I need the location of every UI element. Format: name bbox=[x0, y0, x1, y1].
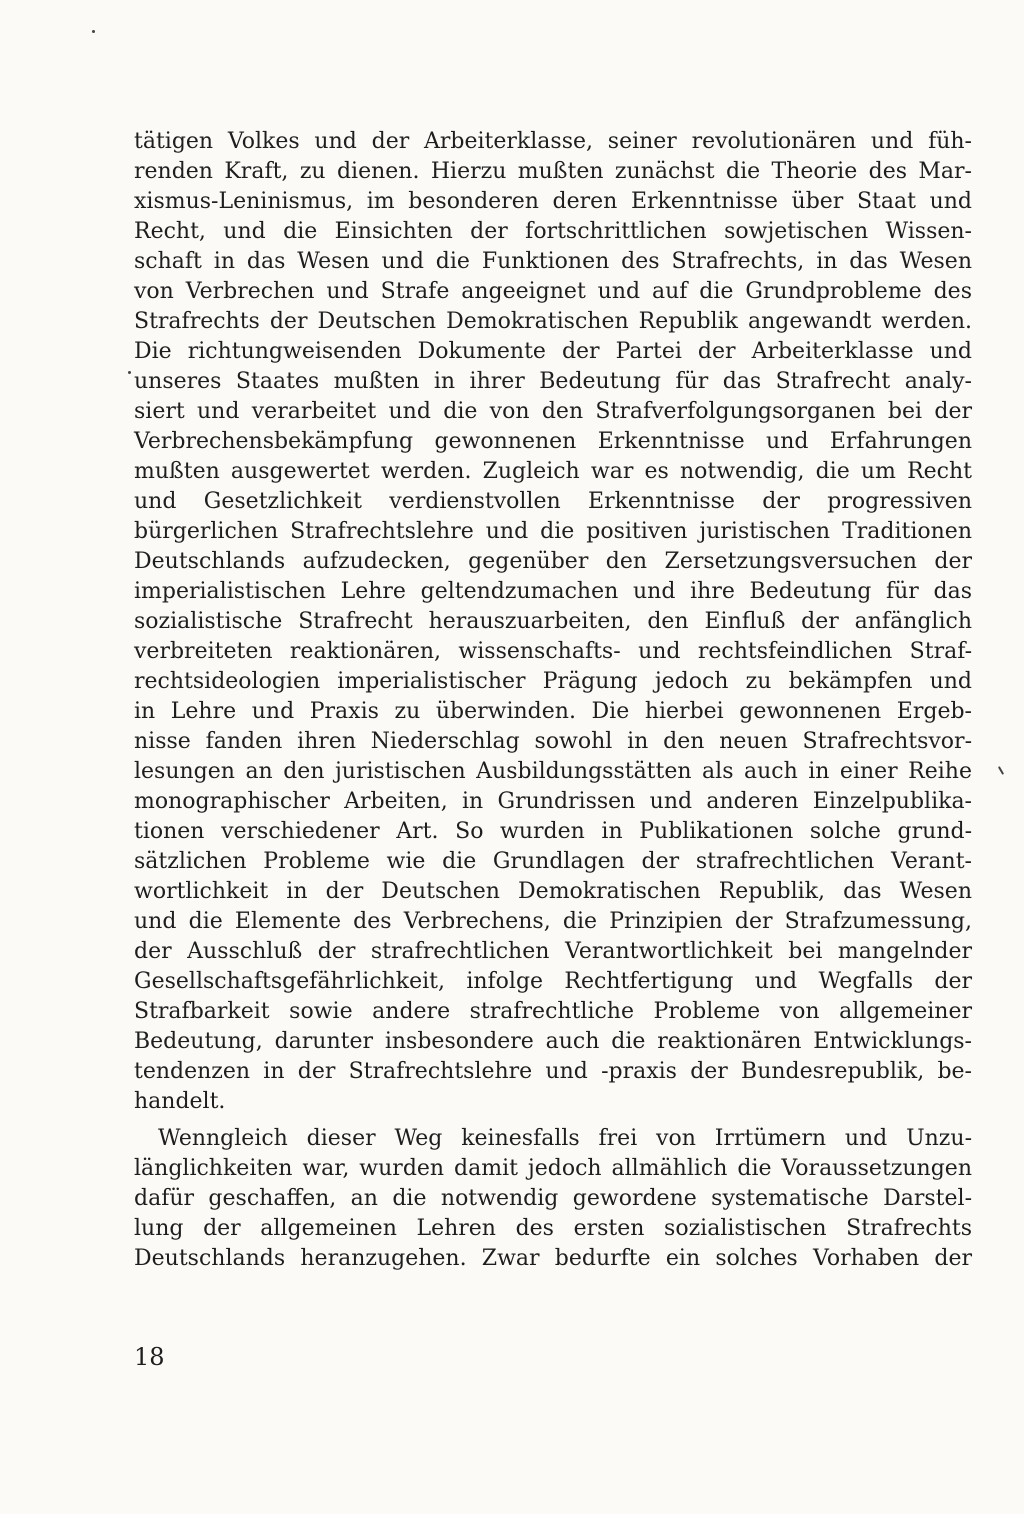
text-line: rechtsideologien imperialistischer Prägung jedoch zu bekämpfen und bbox=[134, 669, 972, 694]
text-line: lung der allgemeinen Lehren des ersten sozialistischen Strafrechts bbox=[134, 1216, 972, 1241]
paragraph-2 bbox=[134, 1124, 972, 1274]
page-number: 18 bbox=[134, 1343, 165, 1371]
text-line: der Ausschluß der strafrechtlichen Verantwortlichkeit bei mangelnder bbox=[134, 939, 972, 964]
text-line: sätzlichen Probleme wie die Grundlagen der strafrechtlichen Verant- bbox=[134, 849, 972, 874]
print-speck bbox=[128, 371, 131, 374]
text-line: handelt. bbox=[134, 1089, 226, 1114]
text-line: Strafbarkeit sowie andere strafrechtliche Probleme von allgemeiner bbox=[134, 999, 972, 1024]
text-line: Gesellschaftsgefährlichkeit, infolge Rechtfertigung und Wegfalls der bbox=[134, 969, 972, 994]
text-line: Deutschlands heranzugehen. Zwar bedurfte ein solches Vorhaben der bbox=[134, 1246, 972, 1271]
print-speck bbox=[92, 30, 95, 33]
text-line: Deutschlands aufzudecken, gegenüber den Zersetzungsversuchen der bbox=[134, 549, 972, 574]
text-line: in Lehre und Praxis zu überwinden. Die hierbei gewonnenen Ergeb- bbox=[134, 699, 972, 724]
text-line: Die richtungweisenden Dokumente der Partei der Arbeiterklasse und bbox=[134, 339, 972, 364]
print-speck bbox=[998, 766, 1004, 775]
text-line: lesungen an den juristischen Ausbildungsstätten als auch in einer Reihe bbox=[134, 759, 972, 784]
text-line: Bedeutung, darunter insbesondere auch die reaktionären Entwicklungs- bbox=[134, 1029, 972, 1054]
text-line: tätigen Volkes und der Arbeiterklasse, seiner revolutionären und füh- bbox=[134, 129, 972, 154]
text-line: bürgerlichen Strafrechtslehre und die positiven juristischen Traditionen bbox=[134, 519, 972, 544]
text-line: länglichkeiten war, wurden damit jedoch allmählich die Voraussetzungen bbox=[134, 1156, 972, 1181]
text-line: dafür geschaffen, an die notwendig gewordene systematische Darstel- bbox=[134, 1186, 972, 1211]
text-line: renden Kraft, zu dienen. Hierzu mußten zunächst die Theorie des Mar- bbox=[134, 159, 972, 184]
text-line: und Gesetzlichkeit verdienstvollen Erkenntnisse der progressiven bbox=[134, 489, 972, 514]
text-line: sozialistische Strafrecht herauszuarbeiten, den Einfluß der anfänglich bbox=[134, 609, 972, 634]
text-line: wortlichkeit in der Deutschen Demokratischen Republik, das Wesen bbox=[134, 879, 972, 904]
text-line: Verbrechensbekämpfung gewonnenen Erkenntnisse und Erfahrungen bbox=[134, 429, 972, 454]
text-line: xismus-Leninismus, im besonderen deren Erkenntnisse über Staat und bbox=[134, 189, 972, 214]
paragraph-gap bbox=[134, 1117, 972, 1124]
text-line: tionen verschiedener Art. So wurden in Publikationen solche grund- bbox=[134, 819, 972, 844]
text-line: mußten ausgewertet werden. Zugleich war es notwendig, die um Recht bbox=[134, 459, 972, 484]
text-line: nisse fanden ihren Niederschlag sowohl in den neuen Strafrechtsvor- bbox=[134, 729, 972, 754]
text-line: und die Elemente des Verbrechens, die Prinzipien der Strafzumessung, bbox=[134, 909, 972, 934]
body-text bbox=[134, 127, 972, 1274]
text-line: monographischer Arbeiten, in Grundrissen und anderen Einzelpublika- bbox=[134, 789, 972, 814]
text-line: schaft in das Wesen und die Funktionen des Strafrechts, in das Wesen bbox=[134, 249, 972, 274]
text-line: Recht, und die Einsichten der fortschrittlichen sowjetischen Wissen- bbox=[134, 219, 972, 244]
text-line: verbreiteten reaktionären, wissenschafts- und rechtsfeindlichen Straf- bbox=[134, 639, 972, 664]
paragraph-1 bbox=[134, 127, 972, 1117]
text-line: Wenngleich dieser Weg keinesfalls frei von Irrtümern und Unzu- bbox=[158, 1126, 972, 1151]
text-line: tendenzen in der Strafrechtslehre und -praxis der Bundesrepublik, be- bbox=[134, 1059, 972, 1084]
text-line: imperialistischen Lehre geltendzumachen und ihre Bedeutung für das bbox=[134, 579, 972, 604]
text-line: Strafrechts der Deutschen Demokratischen Republik angewandt werden. bbox=[134, 309, 972, 334]
text-line: siert und verarbeitet und die von den Strafverfolgungsorganen bei der bbox=[134, 399, 972, 424]
text-line: von Verbrechen und Strafe angeeignet und auf die Grundprobleme des bbox=[134, 279, 972, 304]
text-line: unseres Staates mußten in ihrer Bedeutung für das Strafrecht analy- bbox=[134, 369, 972, 394]
